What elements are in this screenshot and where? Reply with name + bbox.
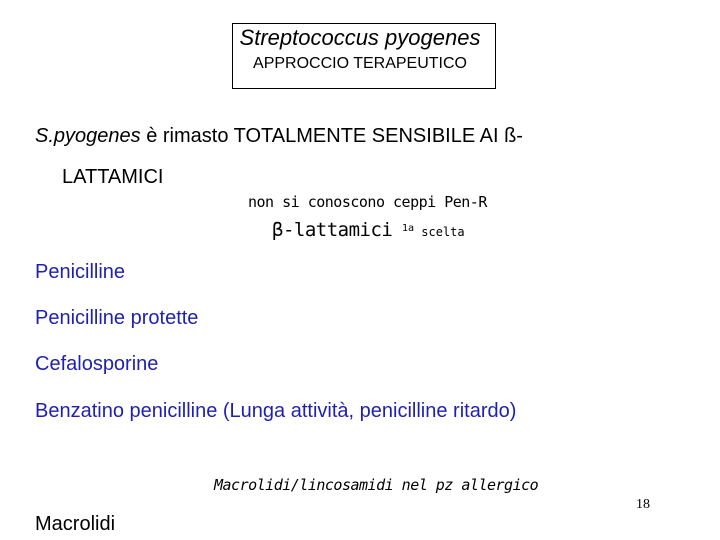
page-number: 18 <box>636 497 650 512</box>
species-name: S.pyogenes <box>35 125 141 147</box>
slide-subtitle: APPROCCIO TERAPEUTICO <box>253 55 467 72</box>
resistance-note: non si conoscono ceppi Pen-R <box>248 193 487 211</box>
list-item: Benzatino penicilline (Lunga attività, penicilline ritardo) <box>35 400 517 422</box>
slide-title: Streptococcus pyogenes <box>239 25 481 50</box>
macrolides-item: Macrolidi <box>35 513 116 535</box>
headline-continuation: LATTAMICI <box>62 166 164 188</box>
headline <box>35 123 695 149</box>
list-item: Penicilline protette <box>35 307 199 329</box>
choice-label: scelta <box>414 225 465 239</box>
list-item: Cefalosporine <box>35 353 159 375</box>
beta-lactam-label: β-lattamici <box>272 219 393 241</box>
first-choice-line <box>272 219 465 241</box>
list-item: Penicilline <box>35 261 126 283</box>
allergy-note: Macrolidi/lincosamidi nel pz allergico <box>214 476 539 494</box>
headline-text: è rimasto TOTALMENTE SENSIBILE AI ß- <box>140 125 523 147</box>
first-choice-superscript: 1a <box>401 223 415 234</box>
